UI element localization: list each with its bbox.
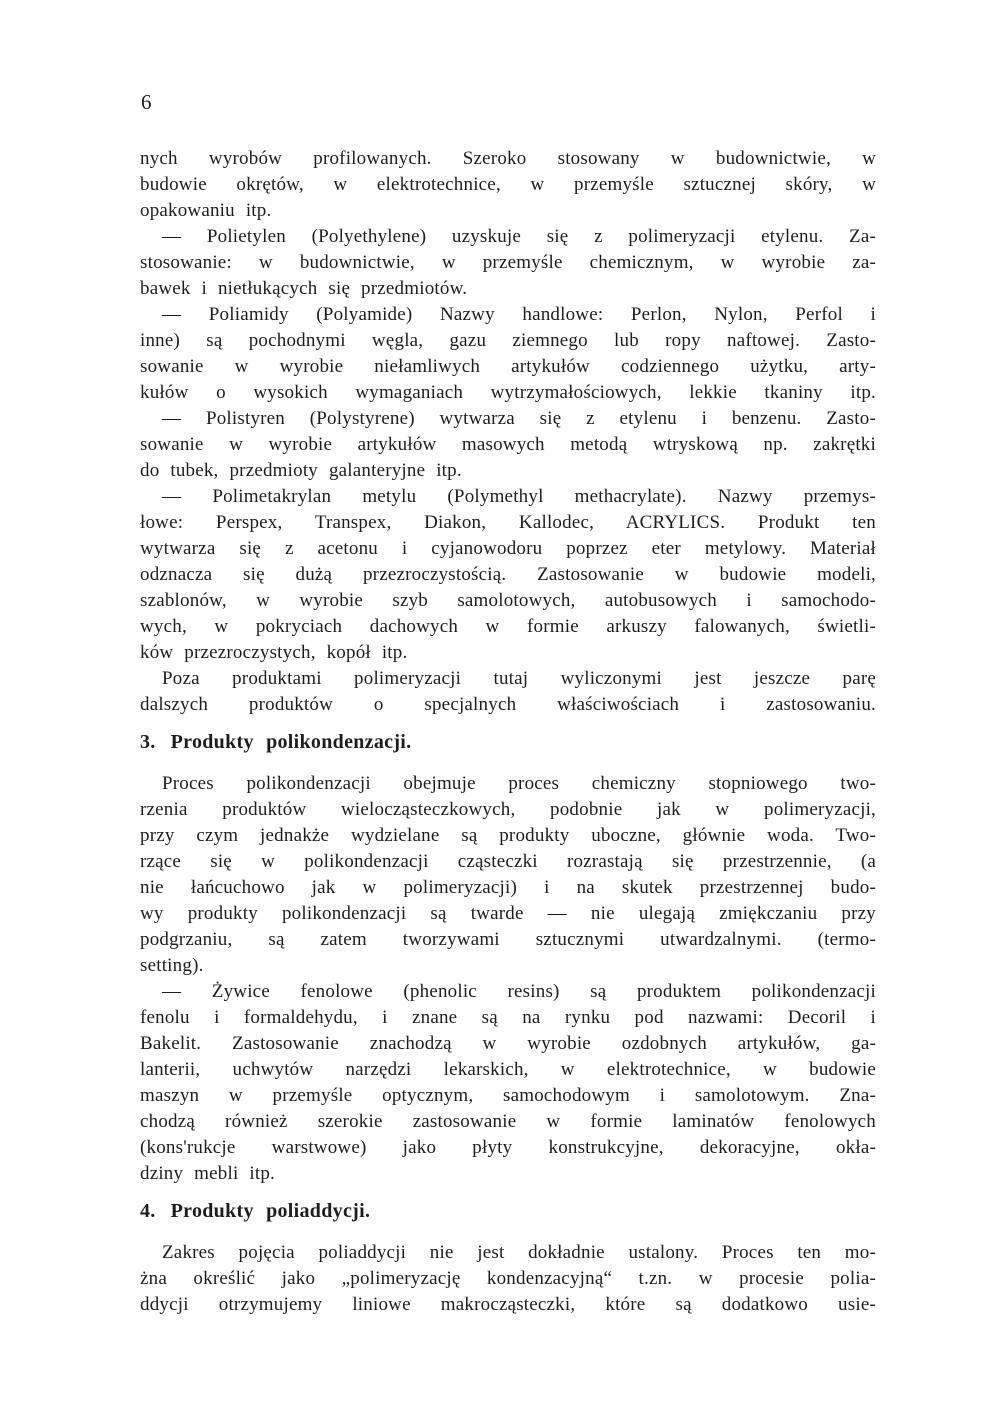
section-heading-text: Produkty poliaddycji. bbox=[170, 1200, 371, 1222]
text-line: ddycji otrzymujemy liniowe makrocząsteczki, które są dodatkowo usie- bbox=[140, 1294, 876, 1315]
text-line: — Poliamidy (Polyamide) Nazwy handlowe: Perlon, Nylon, Perfol i bbox=[162, 304, 876, 325]
text-line: Zakres pojęcia poliaddycji nie jest dokładnie ustalony. Proces ten mo- bbox=[162, 1242, 876, 1263]
text-line: setting). bbox=[140, 955, 204, 976]
text-line: wytwarza się z acetonu i cyjanowodoru poprzez eter metylowy. Materiał bbox=[140, 538, 876, 559]
text-line: łowe: Perspex, Transpex, Diakon, Kallodec, ACRYLICS. Produkt ten bbox=[140, 512, 876, 533]
text-line: nych wyrobów profilowanych. Szeroko stosowany w budownictwie, w bbox=[140, 148, 876, 169]
paragraph bbox=[140, 979, 876, 1187]
text-line: szablonów, w wyrobie szyb samolotowych, autobusowych i samochodo- bbox=[140, 590, 876, 611]
text-line: nie łańcuchowo jak w polimeryzacji) i na skutek przestrzennej budo- bbox=[140, 877, 876, 898]
text-line: — Polietylen (Polyethylene) uzyskuje się z polimeryzacji etylenu. Za- bbox=[162, 226, 876, 247]
section-heading-number: 3. bbox=[140, 731, 156, 753]
text-line: wy produkty polikondenzacji są twarde — nie ulegają zmiękczaniu przy bbox=[140, 903, 876, 924]
text-line: do tubek, przedmioty galanteryjne itp. bbox=[140, 460, 462, 481]
page-number: 6 bbox=[141, 90, 152, 114]
paragraph bbox=[140, 771, 876, 979]
text-line: rzące się w polikondenzacji cząsteczki rozrastają się przestrzennie, (a bbox=[140, 851, 876, 872]
paragraph bbox=[140, 224, 876, 302]
section-heading-text: Produkty polikondenzacji. bbox=[170, 731, 412, 753]
text-line: stosowanie: w budownictwie, w przemyśle chemicznym, w wyrobie za- bbox=[140, 252, 876, 273]
text-line: Proces polikondenzacji obejmuje proces chemiczny stopniowego two- bbox=[162, 773, 876, 794]
text-line: sowanie w wyrobie niełamliwych artykułów codziennego użytku, arty- bbox=[140, 356, 876, 377]
paragraph bbox=[140, 146, 876, 224]
paragraph bbox=[140, 406, 876, 484]
text-line: opakowaniu itp. bbox=[140, 200, 272, 221]
text-line: Bakelit. Zastosowanie znachodzą w wyrobie ozdobnych artykułów, ga- bbox=[140, 1033, 876, 1054]
section-heading-number: 4. bbox=[140, 1200, 156, 1222]
page-content bbox=[140, 146, 876, 1318]
section-heading bbox=[140, 729, 876, 755]
text-line: podgrzaniu, są zatem tworzywami sztucznymi utwardzalnymi. (termo- bbox=[140, 929, 876, 950]
paragraph bbox=[140, 302, 876, 406]
text-line: dalszych produktów o specjalnych właściwościach i zastosowaniu. bbox=[140, 694, 876, 715]
text-line: żna określić jako „polimeryzację kondenzacyjną“ t.zn. w procesie polia- bbox=[140, 1268, 876, 1289]
text-line: odznacza się dużą przezroczystością. Zastosowanie w budowie modeli, bbox=[140, 564, 876, 585]
text-line: lanterii, uchwytów narzędzi lekarskich, w elektrotechnice, w budowie bbox=[140, 1059, 876, 1080]
paragraph bbox=[140, 484, 876, 666]
text-line: kułów o wysokich wymaganiach wytrzymałościowych, lekkie tkaniny itp. bbox=[140, 382, 876, 403]
text-line: przy czym jednakże wydzielane są produkty uboczne, głównie woda. Two- bbox=[140, 825, 876, 846]
text-line: fenolu i formaldehydu, i znane są na rynku pod nazwami: Decoril i bbox=[140, 1007, 876, 1028]
text-line: Poza produktami polimeryzacji tutaj wyliczonymi jest jeszcze parę bbox=[162, 668, 876, 689]
section-heading bbox=[140, 1198, 876, 1224]
text-line: wych, w pokryciach dachowych w formie arkuszy falowanych, świetli- bbox=[140, 616, 876, 637]
text-line: rzenia produktów wielocząsteczkowych, podobnie jak w polimeryzacji, bbox=[140, 799, 876, 820]
text-line: bawek i nietłukących się przedmiotów. bbox=[140, 278, 468, 299]
text-line: budowie okrętów, w elektrotechnice, w przemyśle sztucznej skóry, w bbox=[140, 174, 876, 195]
text-line: sowanie w wyrobie artykułów masowych metodą wtryskową np. zakrętki bbox=[140, 434, 876, 455]
text-line: — Polimetakrylan metylu (Polymethyl methacrylate). Nazwy przemys- bbox=[162, 486, 876, 507]
paragraph bbox=[140, 666, 876, 718]
text-line: ków przezroczystych, kopół itp. bbox=[140, 642, 408, 663]
text-line: maszyn w przemyśle optycznym, samochodowym i samolotowym. Zna- bbox=[140, 1085, 876, 1106]
text-line: chodzą również szerokie zastosowanie w formie laminatów fenolowych bbox=[140, 1111, 876, 1132]
text-line: — Żywice fenolowe (phenolic resins) są produktem polikondenzacji bbox=[162, 981, 876, 1002]
paragraph bbox=[140, 1240, 876, 1318]
text-line: inne) są pochodnymi węgla, gazu ziemnego lub ropy naftowej. Zasto- bbox=[140, 330, 876, 351]
text-line: — Polistyren (Polystyrene) wytwarza się z etylenu i benzenu. Zasto- bbox=[162, 408, 876, 429]
text-line: (kons'rukcje warstwowe) jako płyty konstrukcyjne, dekoracyjne, okła- bbox=[140, 1137, 876, 1158]
text-line: dziny mebli itp. bbox=[140, 1163, 275, 1184]
